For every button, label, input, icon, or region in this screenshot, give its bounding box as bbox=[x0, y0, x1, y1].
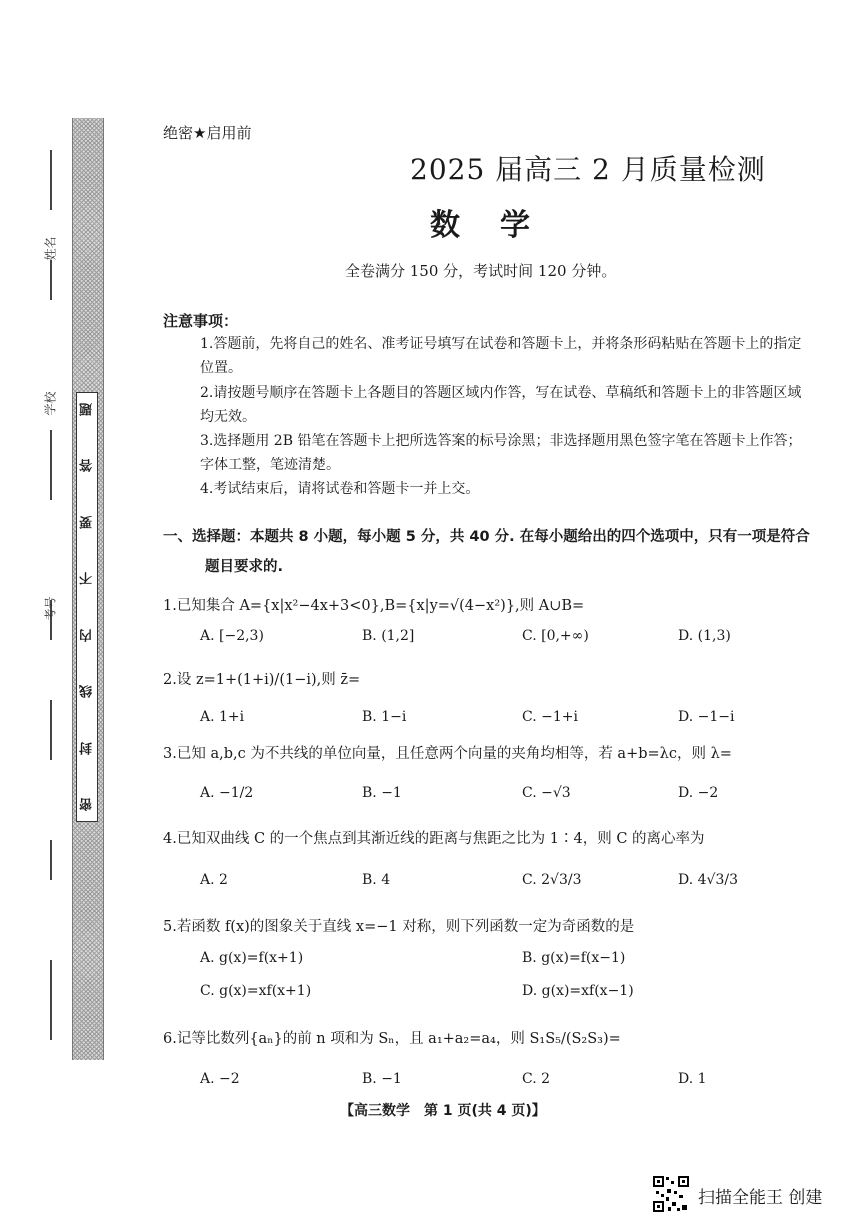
question-stem: 3.已知 a,b,c 为不共线的单位向量，且任意两个向量的夹角均相等，若 a+b=λc，则 λ= bbox=[163, 746, 732, 762]
option-a: A. [−2,3) bbox=[200, 628, 264, 644]
notice-heading: 注意事项： bbox=[163, 312, 239, 330]
option-b: B. −1 bbox=[362, 785, 402, 801]
notice-item: 1.答题前，先将自己的姓名、准考证号填写在试卷和答题卡上，并将条形码粘贴在答题卡上的指定位置。 bbox=[200, 336, 802, 376]
option-d: D. 4√3/3 bbox=[678, 872, 738, 888]
seal-char: 内 bbox=[79, 628, 95, 642]
option-b: B. g(x)=f(x−1) bbox=[522, 950, 626, 966]
question-1 bbox=[163, 594, 823, 615]
section-heading-line: 一、选择题：本题共 8 小题，每小题 5 分，共 40 分. 在每小题给出的四个选项中，只有一项是符合 bbox=[163, 529, 810, 545]
seal-char: 封 bbox=[79, 741, 95, 755]
question-stem: 1.已知集合 A={x|x²−4x+3<0},B={x|y=√(4−x²)},则 A∪B= bbox=[163, 598, 585, 614]
qr-code-icon bbox=[652, 1175, 690, 1213]
option-c: C. −1+i bbox=[522, 709, 578, 725]
seal-char: 题 bbox=[79, 403, 95, 416]
exam-info: 全卷满分 150 分，考试时间 120 分钟。 bbox=[345, 262, 617, 280]
question-stem: 4.已知双曲线 C 的一个焦点到其渐近线的距离与焦距之比为 1∶4，则 C 的离心率为 bbox=[163, 831, 705, 847]
question-4 bbox=[163, 827, 823, 848]
confidential-mark: 绝密★启用前 bbox=[163, 124, 252, 142]
notice-item: 3.选择题用 2B 铅笔在答题卡上把所选答案的标号涂黑；非选择题用黑色签字笔在答题卡上作答；字体工整，笔迹清楚。 bbox=[200, 433, 802, 473]
question-3 bbox=[163, 742, 823, 763]
option-d: D. −2 bbox=[678, 785, 719, 801]
option-b: B. 4 bbox=[362, 872, 391, 888]
question-stem: 5.若函数 f(x)的图象关于直线 x=−1 对称，则下列函数一定为奇函数的是 bbox=[163, 919, 635, 935]
seal-char: 要 bbox=[79, 515, 95, 529]
option-c: C. 2√3/3 bbox=[522, 872, 582, 888]
exam-title: 2025 届高三 2 月质量检测 bbox=[410, 153, 766, 186]
seal-char: 不 bbox=[79, 572, 95, 586]
question-stem: 2.设 z=1+(1+i)/(1−i),则 z̄= bbox=[163, 672, 361, 688]
option-a: A. −2 bbox=[200, 1071, 240, 1087]
section-heading bbox=[163, 522, 813, 582]
notice-item: 4.考试结束后，请将试卷和答题卡一并上交。 bbox=[200, 481, 480, 497]
option-a: A. −1/2 bbox=[200, 785, 254, 801]
option-c: C. g(x)=xf(x+1) bbox=[200, 983, 312, 999]
option-a: A. g(x)=f(x+1) bbox=[200, 950, 304, 966]
page-footer: 【高三数学 第 1 页(共 4 页)】 bbox=[340, 1103, 546, 1119]
question-6 bbox=[163, 1027, 823, 1048]
option-d: D. g(x)=xf(x−1) bbox=[522, 983, 634, 999]
question-5 bbox=[163, 915, 823, 936]
option-b: B. (1,2] bbox=[362, 628, 415, 644]
option-b: B. −1 bbox=[362, 1071, 402, 1087]
option-a: A. 2 bbox=[200, 872, 228, 888]
question-2 bbox=[163, 668, 823, 689]
option-d: D. −1−i bbox=[678, 709, 735, 725]
seal-notice-box bbox=[76, 392, 98, 822]
question-stem: 6.记等比数列{aₙ}的前 n 项和为 Sₙ，且 a₁+a₂=a₄，则 S₁S₅/(S₂S₃)= bbox=[163, 1031, 621, 1047]
option-a: A. 1+i bbox=[200, 709, 245, 725]
section-heading-line: 题目要求的. bbox=[205, 559, 284, 575]
option-c: C. [0,+∞) bbox=[522, 628, 589, 644]
exam-number-field-label: 考号 bbox=[43, 596, 58, 621]
option-c: C. 2 bbox=[522, 1071, 551, 1087]
name-field-label: 姓名 bbox=[43, 236, 58, 261]
option-d: D. 1 bbox=[678, 1071, 707, 1087]
option-b: B. 1−i bbox=[362, 709, 407, 725]
seal-char: 密 bbox=[79, 797, 95, 811]
scanner-watermark: 扫描全能王 创建 bbox=[698, 1188, 823, 1208]
option-c: C. −√3 bbox=[522, 785, 571, 801]
option-d: D. (1,3) bbox=[678, 628, 731, 644]
notice-item: 2.请按题号顺序在答题卡上各题目的答题区域内作答，写在试卷、草稿纸和答题卡上的非答题区域均无效。 bbox=[200, 385, 802, 425]
school-field-label: 学校 bbox=[43, 391, 58, 416]
seal-char: 答 bbox=[79, 459, 95, 473]
subject-title: 数学 bbox=[430, 208, 570, 243]
seal-char: 线 bbox=[79, 685, 95, 699]
